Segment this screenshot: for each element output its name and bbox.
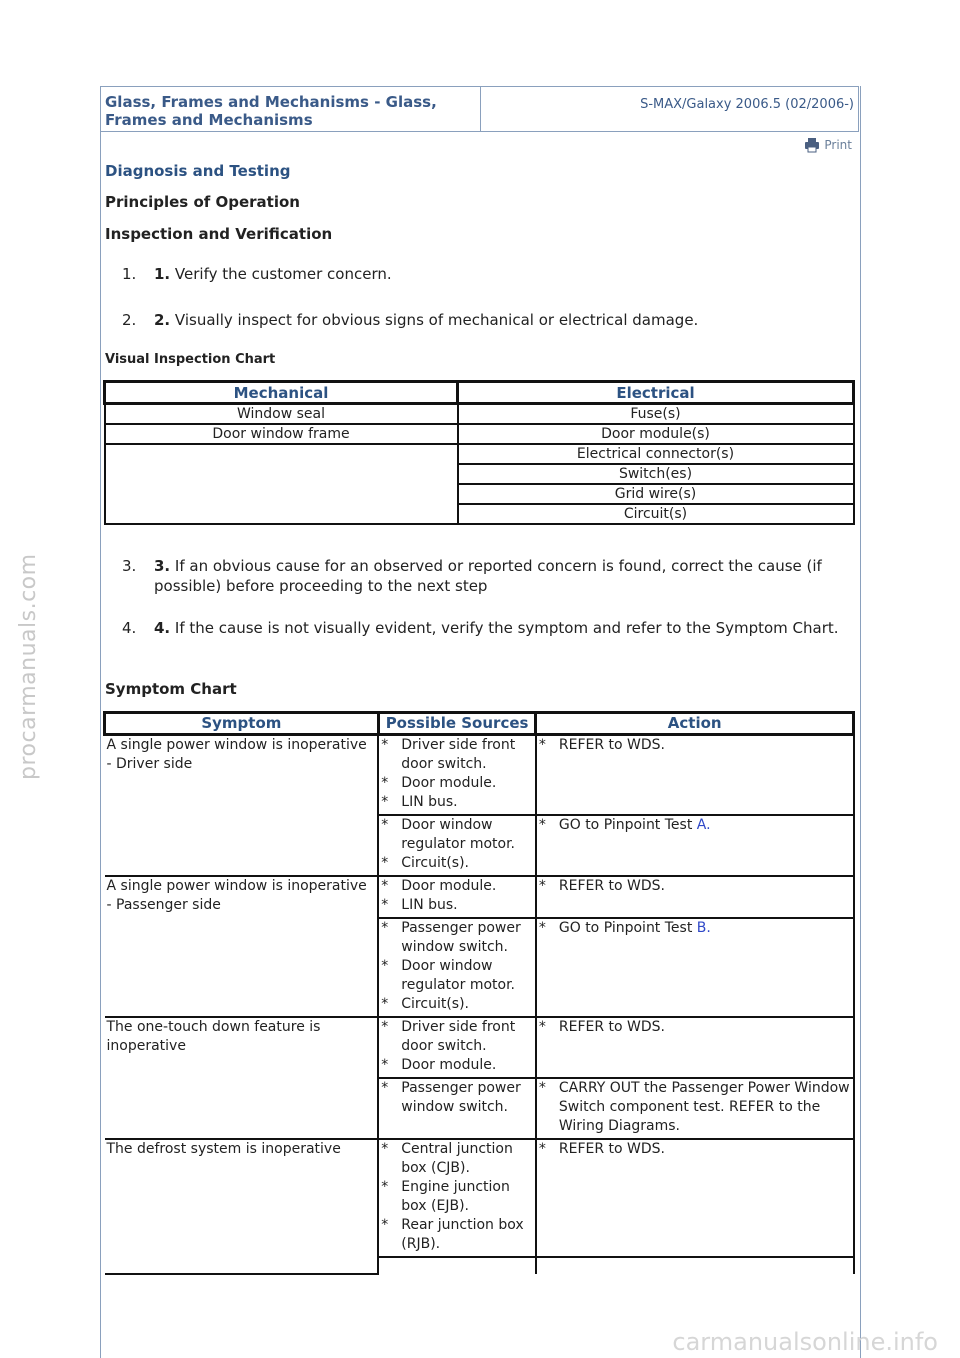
sources-cell-empty [378, 1257, 536, 1274]
watermark-bottom: carmanualsonline.info [672, 1328, 938, 1356]
heading-inspection: Inspection and Verification [105, 225, 333, 243]
action-cell: * REFER to WDS. [536, 876, 854, 918]
col-header-sources: Possible Sources [378, 713, 536, 735]
electrical-cell: Door module(s) [458, 424, 854, 444]
step-text: If an obvious cause for an observed or reported concern is found, correct the cause (if possible) before proceeding to the next step [154, 557, 822, 595]
step-number: 2. [122, 311, 137, 329]
sources-cell: * Door module. * LIN bus. [378, 876, 536, 918]
sources-cell: * Central junction box (CJB). * Engine junction box (EJB). * Rear junction box (RJB). [378, 1139, 536, 1257]
col-header-symptom: Symptom [105, 713, 379, 735]
step-bold: 2. [154, 311, 171, 329]
printer-icon [804, 137, 820, 153]
visual-inspection-table [103, 380, 855, 525]
step-4 [122, 618, 852, 638]
heading-diagnosis: Diagnosis and Testing [105, 162, 291, 180]
sources-cell: * Driver side front door switch. * Door module. * LIN bus. [378, 735, 536, 816]
mechanical-cell-empty [105, 444, 458, 524]
col-header-mechanical: Mechanical [105, 382, 458, 404]
mechanical-cell: Window seal [105, 404, 458, 425]
sources-cell: * Door window regulator motor. * Circuit(s). [378, 815, 536, 876]
mechanical-cell: Door window frame [105, 424, 458, 444]
watermark-left: procarmanuals.com [16, 553, 41, 780]
sources-cell: * Passenger power window switch. [378, 1078, 536, 1139]
pinpoint-test-a-link[interactable]: A. [696, 817, 711, 833]
step-bold: 1. [154, 265, 171, 283]
step-bold: 4. [154, 619, 171, 637]
table-row [105, 876, 854, 918]
symptom-cell: A single power window is inoperative - Driver side [105, 735, 379, 877]
action-cell: * GO to Pinpoint Test A. [536, 815, 854, 876]
col-header-action: Action [536, 713, 854, 735]
electrical-cell: Switch(es) [458, 464, 854, 484]
electrical-cell: Fuse(s) [458, 404, 854, 425]
symptom-cell: The one-touch down feature is inoperative [105, 1017, 379, 1139]
pinpoint-test-b-link[interactable]: B. [696, 920, 711, 936]
step-number: 1. [122, 265, 137, 283]
symptom-cell: A single power window is inoperative - Passenger side [105, 876, 379, 1017]
step-2 [122, 310, 852, 330]
step-number: 4. [122, 619, 137, 637]
electrical-cell: Circuit(s) [458, 504, 854, 524]
print-label: Print [824, 138, 852, 152]
print-button[interactable] [804, 137, 852, 153]
step-number: 3. [122, 557, 137, 575]
heading-visual-chart: Visual Inspection Chart [105, 352, 276, 367]
action-cell: * REFER to WDS. [536, 735, 854, 816]
step-text: Verify the customer concern. [174, 265, 392, 283]
step-text: If the cause is not visually evident, verify the symptom and refer to the Symptom Chart. [174, 619, 839, 637]
heading-symptom-chart: Symptom Chart [105, 680, 237, 698]
action-cell: * CARRY OUT the Passenger Power Window Switch component test. REFER to the Wiring Diagrams. [536, 1078, 854, 1139]
electrical-cell: Electrical connector(s) [458, 444, 854, 464]
heading-principles: Principles of Operation [105, 193, 300, 211]
col-header-electrical: Electrical [458, 382, 854, 404]
action-cell: * REFER to WDS. [536, 1139, 854, 1257]
symptom-cell: The defrost system is inoperative [105, 1139, 379, 1274]
symptom-table [103, 711, 855, 1275]
section-title: Glass, Frames and Mechanisms - Glass, Frames and Mechanisms [101, 87, 481, 131]
sources-cell: * Driver side front door switch. * Door module. [378, 1017, 536, 1078]
page-header [100, 86, 859, 132]
vehicle-model: S-MAX/Galaxy 2006.5 (02/2006-) [640, 97, 854, 112]
action-cell: * GO to Pinpoint Test B. [536, 918, 854, 1017]
electrical-cell: Grid wire(s) [458, 484, 854, 504]
step-bold: 3. [154, 557, 171, 575]
action-cell: * REFER to WDS. [536, 1017, 854, 1078]
action-cell-empty [536, 1257, 854, 1274]
step-1 [122, 264, 852, 284]
table-row [105, 735, 854, 816]
step-3 [122, 556, 852, 596]
step-text: Visually inspect for obvious signs of mechanical or electrical damage. [174, 311, 699, 329]
table-row [105, 1017, 854, 1078]
table-row [105, 1139, 854, 1257]
sources-cell: * Passenger power window switch. * Door window regulator motor. * Circuit(s). [378, 918, 536, 1017]
